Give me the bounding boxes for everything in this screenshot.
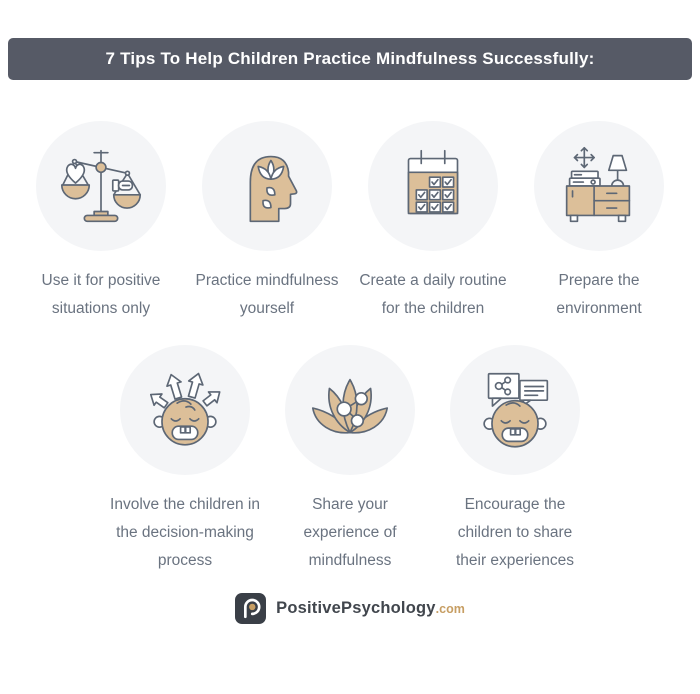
child-speech-bubbles-icon bbox=[466, 361, 564, 459]
brand-wordmark bbox=[276, 599, 465, 618]
brand-name: PositivePsychology bbox=[276, 599, 436, 617]
tip-daily-routine bbox=[350, 121, 516, 323]
caption-line: yourself bbox=[239, 300, 295, 317]
tip-caption bbox=[303, 491, 396, 575]
brand-tld: .com bbox=[435, 602, 465, 616]
caption-line: experience of bbox=[303, 524, 397, 541]
tip-encourage-sharing bbox=[433, 345, 598, 575]
lotus-share-icon bbox=[301, 361, 399, 459]
icon-circle bbox=[36, 121, 166, 251]
caption-line: Create a daily routine bbox=[359, 272, 507, 289]
logo-p-glyph bbox=[235, 593, 266, 624]
tip-caption bbox=[195, 267, 338, 323]
tip-practice-yourself bbox=[184, 121, 350, 323]
child-arrows-icon bbox=[136, 361, 234, 459]
caption-line: mindfulness bbox=[308, 552, 392, 569]
caption-line: children to share bbox=[457, 524, 573, 541]
tip-caption bbox=[42, 267, 161, 323]
icon-circle bbox=[534, 121, 664, 251]
page-title: 7 Tips To Help Children Practice Mindfulness Successfully: bbox=[105, 49, 595, 68]
tip-involve-children bbox=[103, 345, 268, 575]
tip-prepare-environment bbox=[516, 121, 682, 323]
caption-line: environment bbox=[556, 300, 642, 317]
caption-line: Involve the children in bbox=[110, 496, 260, 513]
tip-caption bbox=[456, 491, 574, 575]
calendar-checklist-icon bbox=[384, 137, 482, 235]
icon-circle bbox=[450, 345, 580, 475]
mindful-head-lotus-icon bbox=[218, 137, 316, 235]
title-banner bbox=[8, 38, 692, 80]
tips-row-1 bbox=[0, 121, 700, 323]
tip-caption bbox=[556, 267, 641, 323]
balance-scale-icon bbox=[52, 137, 150, 235]
tips-row-2 bbox=[0, 345, 700, 575]
tip-caption bbox=[359, 267, 506, 323]
positive-psychology-logo-icon bbox=[235, 593, 266, 624]
icon-circle bbox=[285, 345, 415, 475]
caption-line: Encourage the bbox=[464, 496, 566, 513]
caption-line: the decision-making bbox=[116, 524, 254, 541]
caption-line: their experiences bbox=[455, 552, 575, 569]
caption-line: for the children bbox=[381, 300, 485, 317]
caption-line: situations only bbox=[51, 300, 151, 317]
caption-line: Prepare the bbox=[558, 272, 640, 289]
caption-line: Use it for positive bbox=[41, 272, 161, 289]
footer-logo bbox=[0, 593, 700, 624]
tip-positive-situations bbox=[18, 121, 184, 323]
icon-circle bbox=[120, 345, 250, 475]
caption-line: Practice mindfulness bbox=[195, 272, 339, 289]
tip-share-experience bbox=[268, 345, 433, 575]
furniture-lamp-icon bbox=[550, 137, 648, 235]
caption-line: Share your bbox=[312, 496, 388, 513]
icon-circle bbox=[368, 121, 498, 251]
caption-line: process bbox=[157, 552, 213, 569]
icon-circle bbox=[202, 121, 332, 251]
tip-caption bbox=[110, 491, 260, 575]
